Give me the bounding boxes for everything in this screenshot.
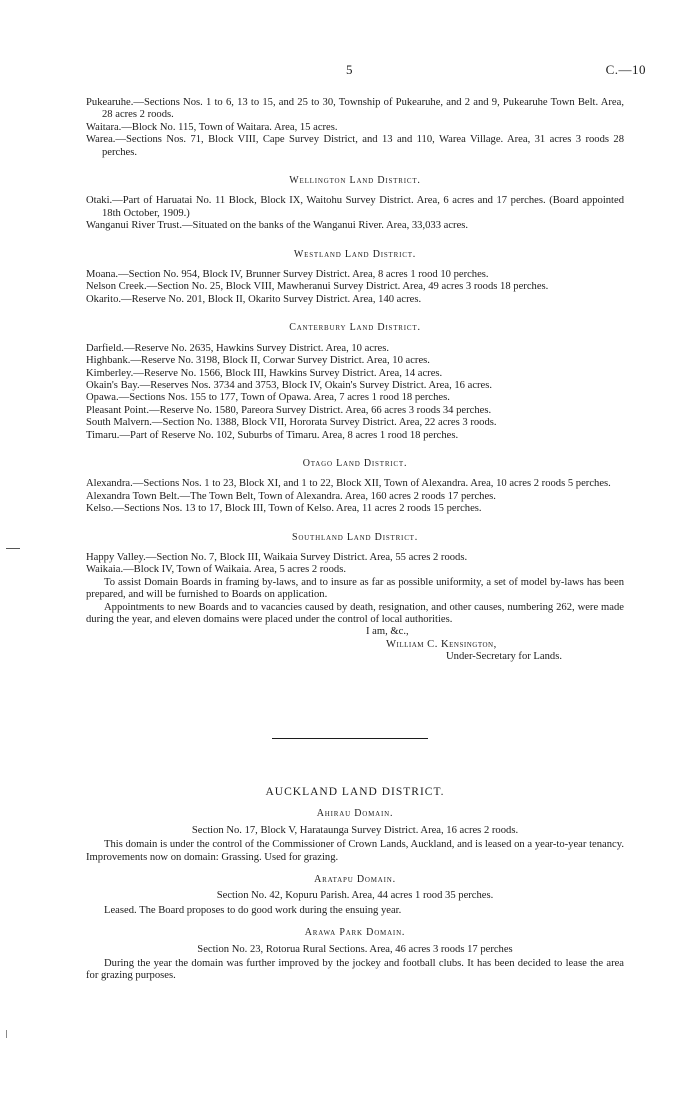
- domain-description: Leased. The Board proposes to do good work during the ensuing year.: [104, 904, 402, 916]
- domain-location: Section No. 42, Kopuru Parish. Area, 44 acres 1 rood 35 perches.: [216, 890, 494, 902]
- domain-name: Arawa Park Domain.: [304, 927, 406, 939]
- domain-listing: [86, 786, 624, 983]
- body-paragraph: Appointments to new Boards and to vacancies caused by death, resignation, and other causes, numbering 262, were made during the year, and eleven domains were placed under the control of local authorities.: [86, 601, 624, 625]
- body-paragraph: To assist Domain Boards in framing by-laws, and to insure as far as possible uniformity, a set of model by-laws has been prepared, and will be furnished to Boards on application.: [86, 576, 624, 601]
- list-item: Darfield.—Reserve No. 2635, Hawkins Survey District. Area, 10 acres.: [86, 342, 390, 354]
- page-number: 5: [346, 62, 353, 77]
- domain-name: Aratapu Domain.: [314, 874, 396, 886]
- domain-name: Ahirau Domain.: [316, 808, 394, 820]
- list-item: Waitara.—Block No. 115, Town of Waitara. Area, 15 acres.: [86, 121, 338, 133]
- list-item: Moana.—Section No. 954, Block IV, Brunner Survey District. Area, 8 acres 1 rood 10 perches.: [86, 269, 489, 281]
- list-item: Waikaia.—Block IV, Town of Waikaia. Area, 5 acres 2 roods.: [86, 564, 346, 576]
- domain-location: Section No. 23, Rotorua Rural Sections. Area, 46 acres 3 roods 17 perches: [197, 943, 513, 955]
- list-item: Wanganui River Trust.—Situated on the banks of the Wanganui River. Area, 33,033 acres.: [86, 220, 469, 232]
- list-item: Alexandra.—Sections Nos. 1 to 23, Block XI, and 1 to 22, Block XII, Town of Alexandra. Area, 10 acres 2 roods 5 perches.: [86, 478, 611, 490]
- closing-line: I am, &c.,: [366, 626, 409, 638]
- list-item: Otaki.—Part of Haruatai No. 11 Block, Block IX, Waitohu Survey District. Area, 6 acres and 17 perches. (Board appointed 18th October, 1909.): [86, 195, 624, 219]
- domain-location: Section No. 17, Block V, Harataunga Survey District. Area, 16 acres 2 roods.: [191, 824, 519, 836]
- section-divider: [272, 738, 428, 739]
- list-item: Opawa.—Sections Nos. 155 to 177, Town of Opawa. Area, 7 acres 1 rood 18 perches.: [86, 392, 450, 404]
- section-heading: Westland Land District.: [293, 248, 417, 260]
- signature-name: William C. Kensington,: [386, 638, 497, 650]
- margin-mark: [6, 1030, 7, 1038]
- margin-mark: [6, 548, 20, 549]
- list-item: Kimberley.—Reserve No. 1566, Block III, Hawkins Survey District. Area, 14 acres.: [86, 367, 443, 379]
- list-item: Pukearuhe.—Sections Nos. 1 to 6, 13 to 15, and 25 to 30, Township of Pukearuhe, and 2 and 9, Pukearuhe Town Belt. Area, 28 acres 2 roods.: [86, 97, 624, 121]
- report-body: [86, 97, 624, 664]
- list-item: Warea.—Sections Nos. 71, Block VIII, Cape Survey District, and 13 and 110, Warea Village. Area, 31 acres 3 roods 28 perches.: [86, 134, 624, 158]
- list-item: South Malvern.—Section No. 1388, Block VII, Hororata Survey District. Area, 22 acres 3 roods.: [86, 417, 497, 429]
- list-item: Kelso.—Sections Nos. 13 to 17, Block III, Town of Kelso. Area, 11 acres 2 roods 15 perches.: [86, 503, 482, 515]
- list-item: Timaru.—Part of Reserve No. 102, Suburbs of Timaru. Area, 8 acres 1 rood 18 perches.: [86, 429, 459, 441]
- list-item: Okain's Bay.—Reserves Nos. 3734 and 3753, Block IV, Okain's Survey District. Area, 16 acres.: [86, 379, 493, 391]
- list-item: Alexandra Town Belt.—The Town Belt, Town of Alexandra. Area, 160 acres 2 roods 17 perches.: [86, 490, 496, 502]
- section-heading: Otago Land District.: [302, 457, 408, 469]
- list-item: Pleasant Point.—Reserve No. 1580, Pareora Survey District. Area, 66 acres 3 roods 34 perches.: [86, 404, 492, 416]
- district-title: AUCKLAND LAND DISTRICT.: [265, 786, 445, 798]
- list-item: Okarito.—Reserve No. 201, Block II, Okarito Survey District. Area, 140 acres.: [86, 293, 422, 305]
- domain-description: This domain is under the control of the Commissioner of Crown Lands, Auckland, and is leased on a year-to-year tenancy. Improvements now on domain: Grassing. Used for grazing.: [86, 839, 624, 863]
- section-heading: Canterbury Land District.: [289, 322, 421, 334]
- section-heading: Wellington Land District.: [289, 175, 421, 187]
- list-item: Nelson Creek.—Section No. 25, Block VIII, Mawheranui Survey District. Area, 49 acres 3 roods 18 perches.: [86, 281, 549, 293]
- page-header: [0, 64, 700, 82]
- document-reference: C.—10: [605, 62, 646, 77]
- list-item: Happy Valley.—Section No. 7, Block III, Waikaia Survey District. Area, 55 acres 2 roods.: [86, 551, 468, 563]
- section-heading: Southland Land District.: [291, 531, 419, 543]
- list-item: Highbank.—Reserve No. 3198, Block II, Corwar Survey District. Area, 10 acres.: [86, 355, 430, 367]
- signature-title: Under-Secretary for Lands.: [446, 651, 562, 663]
- domain-description: During the year the domain was further improved by the jockey and football clubs. It has been decided to lease the area for grazing purposes.: [86, 958, 624, 982]
